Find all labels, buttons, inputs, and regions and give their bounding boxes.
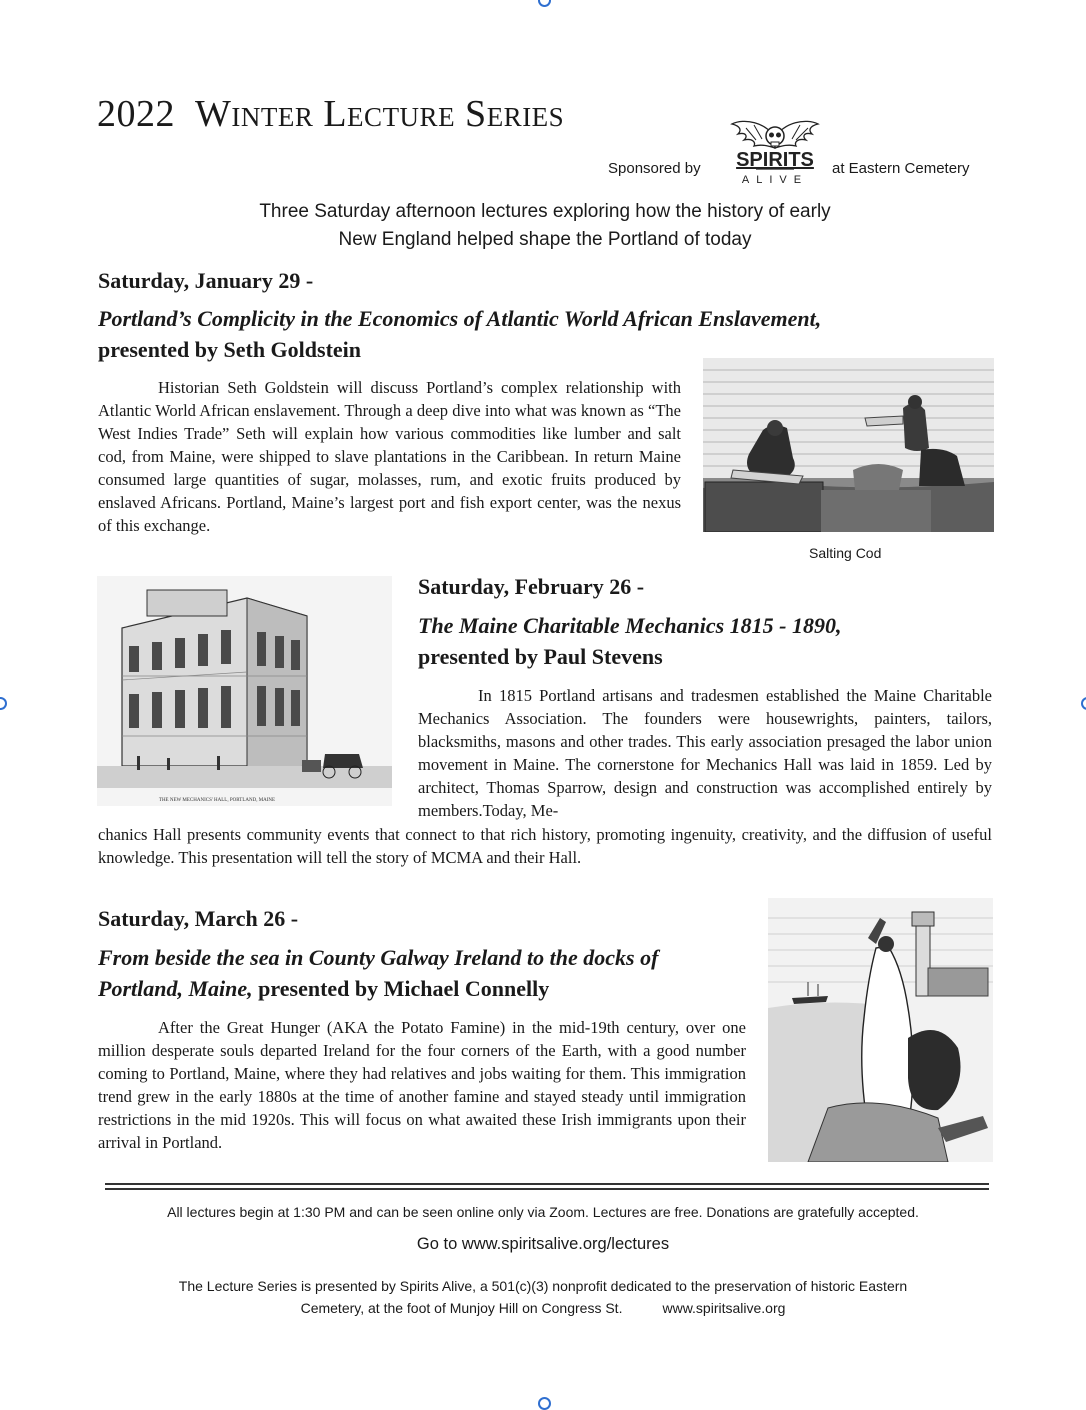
intro-line-2: New England helped shape the Portland of today bbox=[338, 229, 752, 250]
lecture-2-presenter: presented by Paul Stevens bbox=[418, 644, 663, 669]
presented-line-2-row bbox=[100, 1297, 986, 1319]
intro-text bbox=[150, 198, 940, 254]
lecture-2-heading bbox=[418, 610, 978, 672]
lecture-1-title: Portland’s Complicity in the Economics of Atlantic World African Enslavement, bbox=[98, 306, 822, 331]
lecture-3-title: From beside the sea in County Galway Ireland to the docks of Portland, Maine, bbox=[98, 945, 659, 1001]
page-resize-handle-right[interactable] bbox=[1081, 697, 1086, 710]
winged-skull-icon bbox=[726, 116, 824, 186]
footer-divider-bottom bbox=[105, 1188, 989, 1190]
lecture-3-heading bbox=[98, 942, 748, 1004]
irish-statue-image bbox=[768, 898, 993, 1162]
page-title bbox=[97, 92, 564, 136]
footer-divider-top bbox=[105, 1183, 989, 1185]
lecture-1-description: Historian Seth Goldstein will discuss Portland’s complex relationship with Atlantic World African enslavement. Through a deep dive into what was known as “The West Indies Trade” Seth will explain how various commodities like lumber and salt cod, from Maine, were shipped to slave plantations in the Caribbean. In return Maine consumed large quantities of sugar, molasses, rum, and exotic fruits produced by enslaved Africans. Portland, Maine’s largest port and fish export center, was the nexus of this exchange. bbox=[98, 378, 681, 535]
sponsor-suffix: at Eastern Cemetery bbox=[832, 160, 970, 177]
lecture-1-presenter: presented by Seth Goldstein bbox=[98, 337, 362, 362]
lecture-3-date: Saturday, March 26 - bbox=[98, 906, 299, 931]
lecture-2-title: The Maine Charitable Mechanics 1815 - 1890, bbox=[418, 613, 842, 638]
footer-note: All lectures begin at 1:30 PM and can be seen online only via Zoom. Lectures are free. Donations are gratefully accepted. bbox=[167, 1204, 919, 1220]
salting-cod-caption: Salting Cod bbox=[809, 545, 882, 561]
sponsor-prefix: Sponsored by bbox=[608, 160, 701, 177]
intro-line-1: Three Saturday afternoon lectures exploring how the history of early bbox=[259, 201, 831, 222]
hall-image-caption: THE NEW MECHANICS' HALL, PORTLAND, MAINE bbox=[158, 798, 276, 803]
lectures-link[interactable]: Go to www.spiritsalive.org/lectures bbox=[416, 1235, 670, 1253]
page-resize-handle-top[interactable] bbox=[538, 0, 551, 7]
website-link[interactable]: www.spiritsalive.org bbox=[662, 1300, 786, 1316]
presented-line-1: The Lecture Series is presented by Spirits Alive, a 501(c)(3) nonprofit dedicated to the preservation of historic Eastern bbox=[178, 1278, 908, 1294]
page-resize-handle-left[interactable] bbox=[0, 697, 7, 710]
lecture-1-heading bbox=[98, 303, 898, 365]
lecture-3-presenter: presented by Michael Connelly bbox=[258, 976, 550, 1001]
lecture-2-description-continued: chanics Hall presents community events that connect to that rich history, promoting ingenuity, creativity, and the diffusion of useful knowledge. This presentation will tell the story of MCMA and their Hall. bbox=[98, 825, 992, 867]
title-series: Winter Lecture Series bbox=[195, 93, 565, 135]
logo-text-bottom: ALIVE bbox=[741, 174, 809, 186]
lecture-1-date: Saturday, January 29 - bbox=[98, 268, 314, 293]
lecture-2-description: In 1815 Portland artisans and tradesmen established the Maine Charitable Mechanics Association. The founders were housewrights, painters, tailors, blacksmiths, masons and other trades. This early association presaged the labor union movement in Maine. The cornerstone for Mechanics Hall was laid in 1859. Led by architect, Thomas Sparrow, design and construction was accomplished entirely by members.Today, Me- bbox=[418, 686, 992, 820]
lecture-3-description: After the Great Hunger (AKA the Potato Famine) in the mid-19th century, over one million desperate souls departed Ireland for the four corners of the Earth, with a good number coming to Portland, Maine, where they had relatives and jobs waiting for them. This immigration trend grew in the early 1880s at the time of another famine and stayed steady until immigration restrictions in the mid 1920s. This will focus on what awaited these Irish immigrants upon their arrival in Portland. bbox=[98, 1018, 746, 1152]
footer-presented-by bbox=[100, 1275, 986, 1319]
presented-line-2: Cemetery, at the foot of Munjoy Hill on Congress St. bbox=[300, 1300, 623, 1316]
lecture-2-date: Saturday, February 26 - bbox=[418, 574, 645, 599]
title-year: 2022 bbox=[97, 93, 175, 135]
salting-cod-image bbox=[703, 358, 994, 532]
mechanics-hall-image bbox=[97, 576, 392, 806]
logo-text-top: SPIRITS bbox=[736, 149, 814, 171]
sponsor-line bbox=[608, 116, 998, 186]
